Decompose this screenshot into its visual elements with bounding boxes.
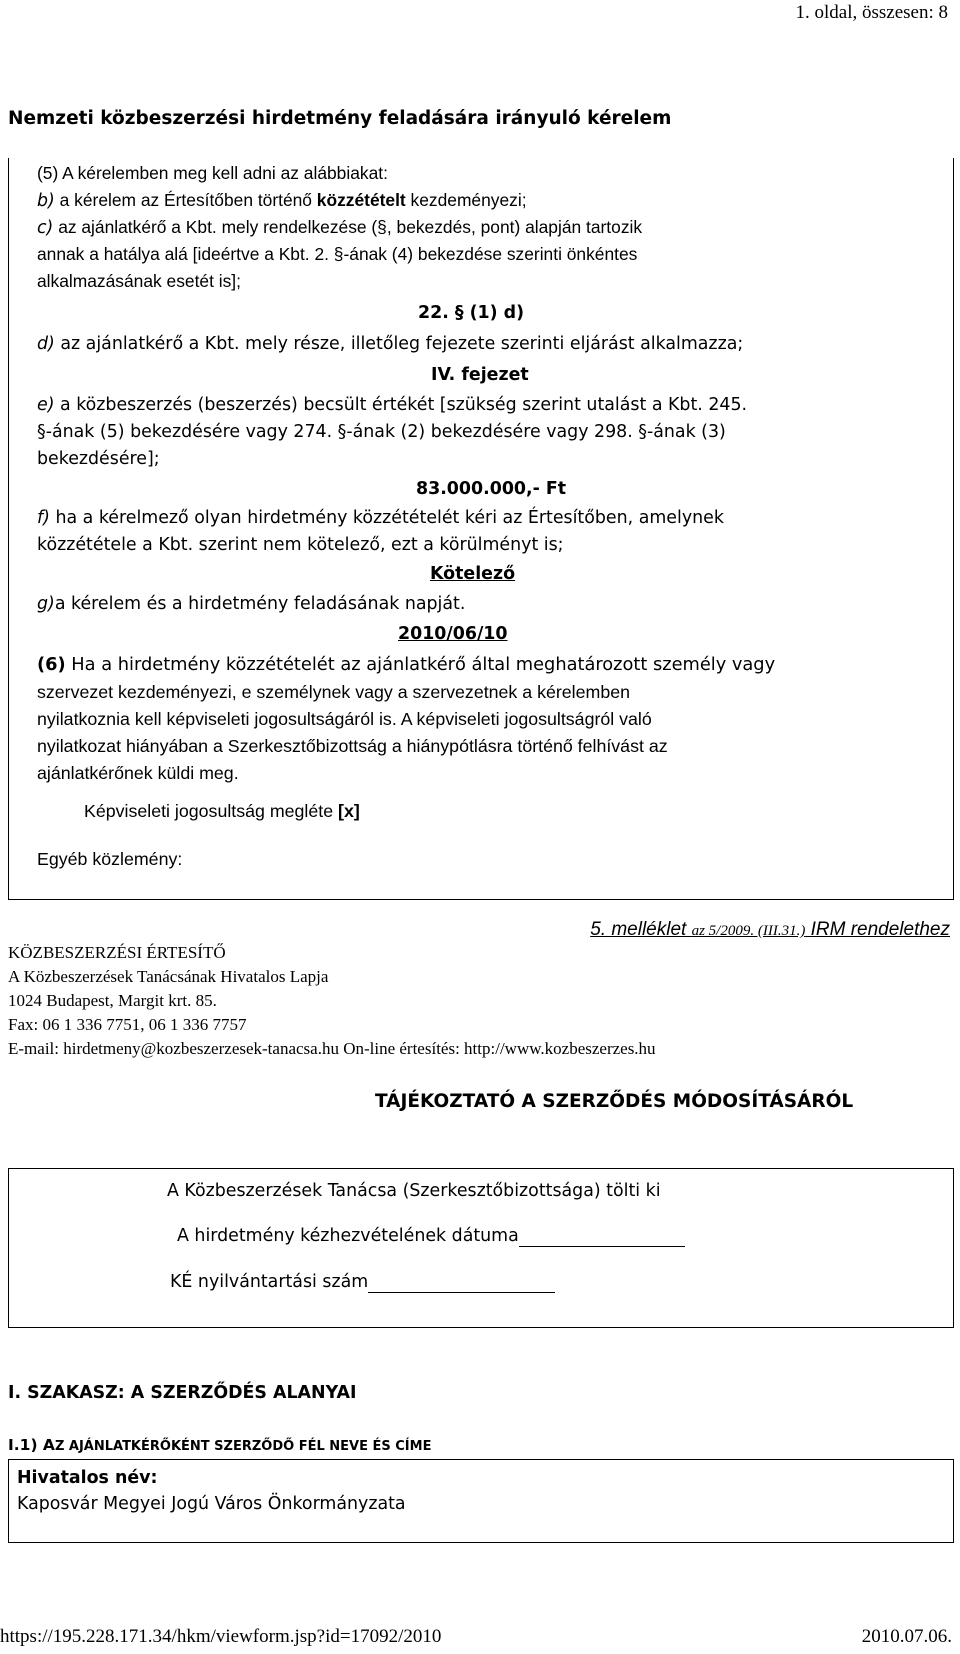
notice-title: TÁJÉKOZTATÓ A SZERZŐDÉS MÓDOSÍTÁSÁRÓL [375, 1091, 854, 1112]
item-c-line2: annak a hatálya alá [ideértve a Kbt. 2. §-ának (4) bekezdése szerinti önkéntes [37, 244, 638, 264]
section6-line3: nyilatkoznia kell képviseleti jogosultságáról is. A képviseleti jogosultságról való [37, 709, 652, 729]
annex-reference: 5. melléklet az 5/2009. (III.31.) IRM rendelethez [590, 919, 950, 940]
section6-line5: ajánlatkérőnek küldi meg. [37, 763, 239, 783]
office-use-box [8, 1168, 954, 1328]
footer-date: 2010.07.06. [861, 1626, 952, 1647]
section-i-title: I. SZAKASZ: A SZERZŐDÉS ALANYAI [8, 1383, 357, 1403]
representation-checkbox[interactable]: [x] [338, 801, 360, 821]
section6-line2: szervezet kezdeményezi, e személynek vagy a szervezetnek a kérelemben [37, 682, 630, 702]
answer-estimated-value: 83.000.000,- Ft [416, 479, 567, 499]
answer-legal-basis: 22. § (1) d) [418, 303, 525, 323]
office-box-heading: A Közbeszerzések Tanácsa (Szerkesztőbizottsága) tölti ki [167, 1181, 661, 1201]
publisher-fax: Fax: 06 1 336 7751, 06 1 336 7757 [8, 1015, 247, 1034]
footer-url: https://195.228.171.34/hkm/viewform.jsp?id=17092/2010 [0, 1626, 442, 1647]
received-date-field[interactable] [519, 1226, 685, 1247]
item-e-line2: §-ának (5) bekezdésére vagy 274. §-ának (2) bekezdésére vagy 298. §-ának (3) [37, 422, 726, 442]
representation-row: Képviseleti jogosultság megléte [x] [84, 801, 360, 821]
item-g: g)a kérelem és a hirdetmény feladásának napját. [37, 594, 466, 614]
answer-procedure: IV. fejezet [431, 365, 529, 385]
other-notice-label: Egyéb közlemény: [37, 849, 183, 869]
item-c-line1: c) az ajánlatkérő a Kbt. mely rendelkezése (§, bekezdés, pont) alapján tartozik [37, 217, 643, 238]
section5-intro: (5) A kérelemben meg kell adni az alábbiakat: [37, 163, 388, 183]
publisher-name: KÖZBESZERZÉSI ÉRTESÍTŐ [8, 943, 226, 962]
item-e-line3: bekezdésére]; [37, 449, 160, 469]
page-title: Nemzeti közbeszerzési hirdetmény feladására irányuló kérelem [8, 108, 672, 129]
registry-number-row: KÉ nyilvántartási szám [170, 1272, 555, 1293]
answer-submission-date: 2010/06/10 [398, 624, 508, 644]
item-c-line3: alkalmazásának esetét is]; [37, 271, 241, 291]
official-name-value: Kaposvár Megyei Jogú Város Önkormányzata [17, 1494, 406, 1514]
answer-mandatory: Kötelező [430, 564, 516, 584]
publisher-subtitle: A Közbeszerzések Tanácsának Hivatalos Lapja [8, 967, 329, 986]
section6-line4: nyilatkozat hiányában a Szerkesztőbizottság a hiánypótlásra történő felhívást az [37, 736, 668, 756]
publisher-address: 1024 Budapest, Margit krt. 85. [8, 991, 217, 1010]
section-i1-title: I.1) AZ AJÁNLATKÉRŐKÉNT SZERZŐDŐ FÉL NEVE ÉS CÍME [8, 1436, 432, 1454]
contracting-party-box [8, 1459, 954, 1543]
item-d: d) az ajánlatkérő a Kbt. mely része, illetőleg fejezete szerinti eljárást alkalmazza; [37, 334, 744, 354]
publisher-email: E-mail: hirdetmeny@kozbeszerzesek-tanacsa.hu On-line értesítés: http://www.kozbeszerzes.hu [8, 1039, 656, 1058]
item-e-line1: e) a közbeszerzés (beszerzés) becsült értékét [szükség szerint utalást a Kbt. 245. [37, 395, 748, 415]
registry-number-field[interactable] [368, 1272, 555, 1293]
item-b: b) a kérelem az Értesítőben történő közzétételt kezdeményezi; [37, 190, 527, 211]
item-f-line1: f) ha a kérelmező olyan hirdetmény közzétételét kéri az Értesítőben, amelynek [37, 508, 724, 528]
official-name-label: Hivatalos név: [17, 1468, 158, 1488]
section6-line1: (6) Ha a hirdetmény közzétételét az ajánlatkérő által meghatározott személy vagy [37, 654, 776, 675]
page-counter: 1. oldal, összesen: 8 [795, 2, 948, 23]
received-date-row: A hirdetmény kézhezvételének dátuma [177, 1226, 685, 1247]
item-f-line2: közzététele a Kbt. szerint nem kötelező, ezt a körülményt is; [37, 535, 564, 555]
